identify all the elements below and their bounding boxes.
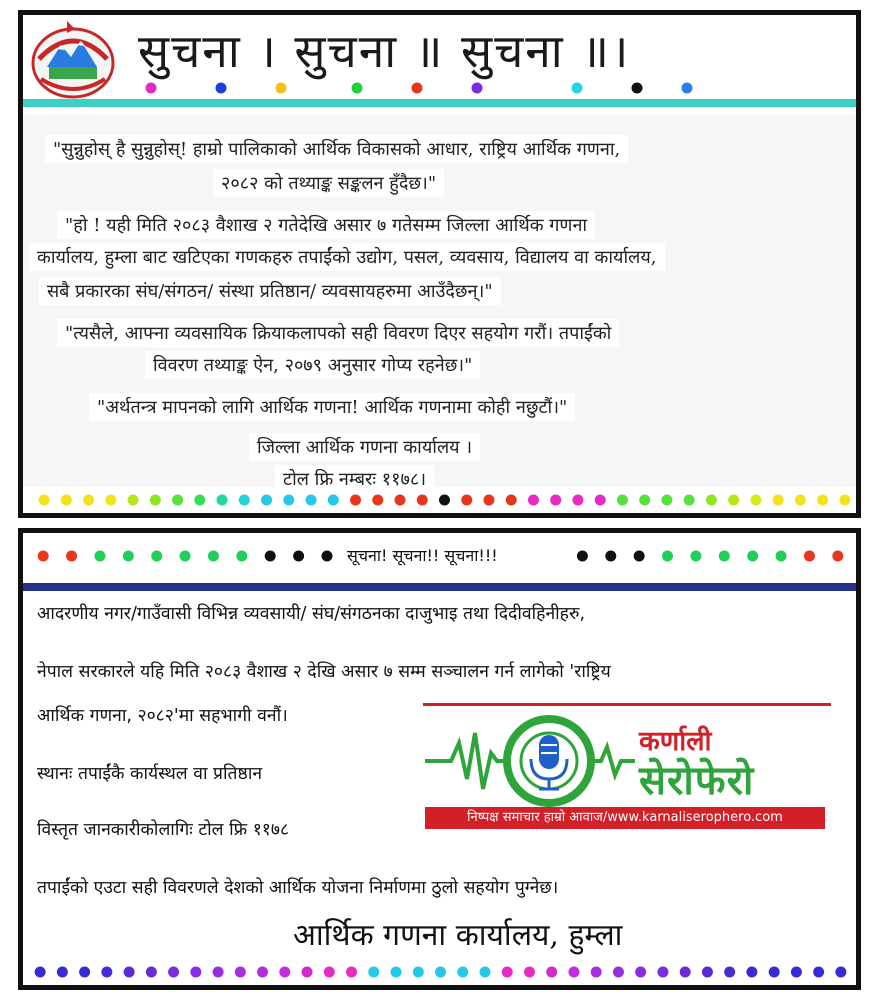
location-line: स्थानः तपाईंकै कार्यस्थल वा प्रतिष्ठान: [37, 764, 263, 784]
decor-dot: [302, 967, 313, 978]
decor-dot: [632, 83, 643, 94]
decor-dot: [479, 967, 490, 978]
headline-dot-row: [141, 81, 701, 95]
decor-dot: [613, 967, 624, 978]
decor-dot: [94, 551, 105, 562]
decor-dot: [128, 495, 139, 506]
decor-dot: [657, 967, 668, 978]
decor-dot: [321, 551, 332, 562]
decor-dot: [639, 495, 650, 506]
decor-dot: [38, 551, 49, 562]
decor-dot: [257, 967, 268, 978]
decor-dot: [276, 83, 287, 94]
notice-line-4: कार्यालय, हुम्ला बाट खटिएका गणकहरु तपाईंको उद्योग, पसल, व्यवसाय, विद्यालय वा कार्यालय,: [29, 243, 665, 271]
decor-dot: [123, 551, 134, 562]
body-line-1: नेपाल सरकारले यहि मिति २०८३ वैशाख २ देखि असार ७ सम्म सञ्चालन गर्न लागेको 'राष्ट्रिय: [37, 662, 611, 682]
decor-dot: [776, 551, 787, 562]
top-panel-dot-row: [33, 493, 856, 507]
address-line: आदरणीय नगर/गाउँवासी विभिन्न व्यवसायी/ संघ/संगठनका दाजुभाइ तथा दिदीवहिनीहरु,: [37, 604, 586, 624]
notice-line-5: सबै प्रकारका संघ/संगठन/ संस्था प्रतिष्ठान/ व्यवसायहरुमा आउँदैछन्।": [39, 277, 501, 305]
decor-dot: [39, 495, 50, 506]
decor-dot: [524, 967, 535, 978]
decor-dot: [235, 967, 246, 978]
top-notice-body: [23, 115, 856, 490]
decor-dot: [568, 967, 579, 978]
decor-dot: [150, 495, 161, 506]
decor-dot: [350, 495, 361, 506]
decor-dot: [550, 495, 561, 506]
notice-line-2: २०८२ को तथ्याङ्क सङ्कलन हुँदैछ।": [213, 169, 444, 197]
decor-dot: [634, 551, 645, 562]
notice-line-7: विवरण तथ्याङ्क ऐन, २०७९ अनुसार गोप्य रहनेछ।": [145, 351, 480, 379]
decor-dot: [172, 495, 183, 506]
decor-dot: [605, 551, 616, 562]
decor-dot: [194, 495, 205, 506]
decor-dot: [124, 967, 135, 978]
notice-line-6: "त्यसैले, आफ्ना व्यवसायिक क्रियाकलापको सही विवरण दिएर सहयोग गरौं। तपाईंको: [57, 319, 619, 347]
decor-dot: [279, 967, 290, 978]
decor-dot: [35, 967, 46, 978]
bottom-notice-header: [23, 533, 856, 579]
decor-dot: [283, 495, 294, 506]
decor-dot: [61, 495, 72, 506]
office-name: जिल्ला आर्थिक गणना कार्यालय ।: [249, 433, 480, 461]
decor-dot: [439, 495, 450, 506]
decor-dot: [506, 495, 517, 506]
logo-name-serophero: सेरोफेरो: [639, 758, 755, 804]
decor-dot: [635, 967, 646, 978]
decor-dot: [180, 551, 191, 562]
decor-dot: [706, 495, 717, 506]
decor-dot: [413, 967, 424, 978]
decor-dot: [577, 551, 588, 562]
decor-dot: [239, 495, 250, 506]
decor-dot: [483, 495, 494, 506]
decor-dot: [502, 967, 513, 978]
signature-office: आर्थिक गणना कार्यालय, हुम्ला: [293, 918, 623, 953]
decor-dot: [835, 967, 846, 978]
decor-dot: [391, 967, 402, 978]
decor-dot: [472, 83, 483, 94]
decor-dot: [146, 967, 157, 978]
bottom-notice-title: सूचना! सूचना!! सूचना!!!: [341, 543, 504, 569]
decor-dot: [146, 83, 157, 94]
decor-dot: [719, 551, 730, 562]
decor-dot: [528, 495, 539, 506]
top-notice-panel: [18, 10, 861, 518]
decor-dot: [328, 495, 339, 506]
decor-dot: [461, 495, 472, 506]
decor-dot: [791, 967, 802, 978]
decor-dot: [817, 495, 828, 506]
decor-dot: [457, 967, 468, 978]
decor-dot: [690, 551, 701, 562]
decor-dot: [190, 967, 201, 978]
decor-dot: [661, 495, 672, 506]
decor-dot: [595, 495, 606, 506]
decor-dot: [151, 551, 162, 562]
decor-dot: [236, 551, 247, 562]
decor-dot: [105, 495, 116, 506]
decor-dot: [750, 495, 761, 506]
decor-dot: [417, 495, 428, 506]
bottom-notice-panel: [18, 528, 861, 990]
decor-dot: [213, 967, 224, 978]
decor-dot: [813, 967, 824, 978]
closing-line: तपाईंको एउटा सही विवरणले देशको आर्थिक योजना निर्माणमा ठुलो सहयोग पुग्नेछ।: [37, 878, 559, 898]
decor-dot: [265, 551, 276, 562]
body-line-2: आर्थिक गणना, २०८२'मा सहभागी वनौं।: [37, 706, 288, 726]
logo-tagline: निष्पक्ष समाचार हाम्रो आवाज/www.karnaliserophero.com: [425, 807, 825, 829]
decor-dot: [293, 551, 304, 562]
decor-dot: [702, 967, 713, 978]
decor-dot: [746, 967, 757, 978]
decor-dot: [832, 551, 843, 562]
decor-dot: [368, 967, 379, 978]
decor-dot: [769, 967, 780, 978]
decor-dot: [728, 495, 739, 506]
decor-dot: [724, 967, 735, 978]
teal-divider: [23, 99, 856, 107]
karnali-serophero-logo: [421, 703, 831, 833]
decor-dot: [208, 551, 219, 562]
decor-dot: [346, 967, 357, 978]
decor-dot: [412, 83, 423, 94]
decor-dot: [261, 495, 272, 506]
decor-dot: [101, 967, 112, 978]
decor-dot: [546, 967, 557, 978]
decor-dot: [747, 551, 758, 562]
decor-dot: [435, 967, 446, 978]
decor-dot: [352, 83, 363, 94]
decor-dot: [591, 967, 602, 978]
bottom-panel-dot-row: [29, 965, 852, 979]
decor-dot: [795, 495, 806, 506]
notice-line-3: "हो ! यही मिति २०८३ वैशाख २ गतेदेखि असार ७ गतेसम्म जिल्ला आर्थिक गणना: [57, 211, 595, 239]
decor-dot: [79, 967, 90, 978]
logo-top-rule: [423, 703, 831, 706]
decor-dot: [324, 967, 335, 978]
decor-dot: [572, 495, 583, 506]
heartbeat-microphone-icon: [421, 713, 831, 808]
decor-dot: [216, 83, 227, 94]
decor-dot: [66, 551, 77, 562]
toll-free-number: टोल फ्रि नम्बरः ११७८।: [275, 465, 434, 493]
decor-dot: [168, 967, 179, 978]
headline-notice: सुचना । सुचना ॥ सुचना ॥।: [138, 24, 631, 78]
decor-dot: [395, 495, 406, 506]
decor-dot: [662, 551, 673, 562]
decor-dot: [83, 495, 94, 506]
decor-dot: [617, 495, 628, 506]
info-line: विस्तृत जानकारीकोलागिः टोल फ्रि ११७८: [37, 820, 290, 840]
notice-line-8: "अर्थतन्त्र मापनको लागि आर्थिक गणना! आर्थिक गणनामा कोही नछुटौं।": [89, 393, 575, 421]
decor-dot: [839, 495, 850, 506]
decor-dot: [217, 495, 228, 506]
navy-divider: [23, 583, 856, 591]
logo-name-karnali: कर्णाली: [639, 726, 712, 757]
decor-dot: [306, 495, 317, 506]
decor-dot: [684, 495, 695, 506]
decor-dot: [773, 495, 784, 506]
nepal-emblem-icon: [27, 19, 119, 101]
decor-dot: [804, 551, 815, 562]
decor-dot: [682, 83, 693, 94]
decor-dot: [680, 967, 691, 978]
decor-dot: [57, 967, 68, 978]
notice-line-1: "सुन्नुहोस् है सुन्नुहोस्! हाम्रो पालिकाको आर्थिक विकासको आधार, राष्ट्रिय आर्थिक गणना,: [45, 135, 628, 163]
decor-dot: [572, 83, 583, 94]
decor-dot: [372, 495, 383, 506]
